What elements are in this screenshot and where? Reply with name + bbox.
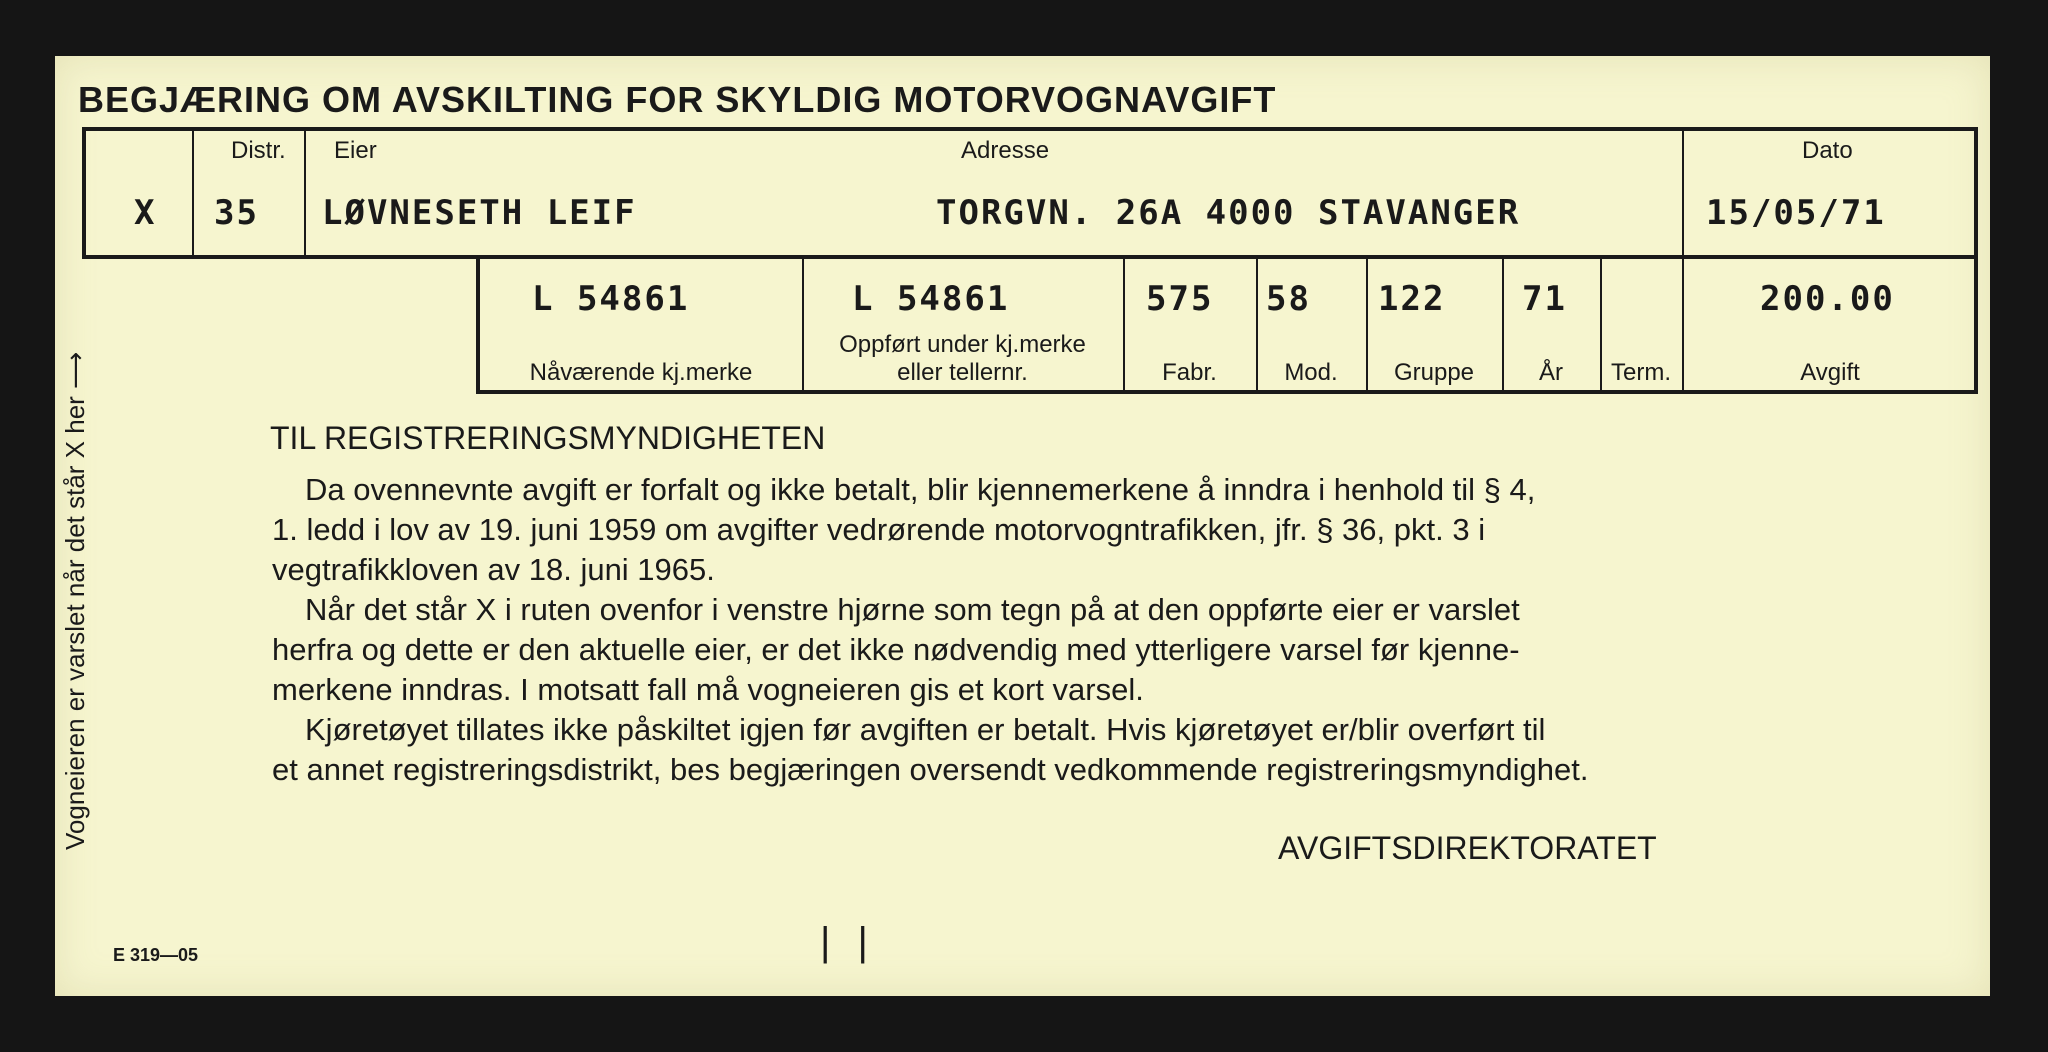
avgift-label: Avgift	[1800, 359, 1860, 386]
distr-header: Distr.	[231, 137, 286, 164]
mod-label: Mod.	[1284, 359, 1338, 386]
aar-label: År	[1539, 359, 1563, 386]
gruppe-value: 122	[1378, 279, 1446, 319]
kjmerke-value: L 54861	[532, 279, 690, 319]
vehicle-table	[476, 259, 1978, 394]
side-note: Vogneieren er varslet når det står X her ⟶	[60, 351, 90, 850]
owner-table	[82, 127, 1978, 259]
adresse-value: TORGVN. 26A 4000 STAVANGER	[936, 193, 1521, 233]
form-title: BEGJÆRING OM AVSKILTING FOR SKYLDIG MOTORVOGNAVGIFT	[78, 79, 1277, 120]
perforation-marks: | |	[820, 920, 876, 964]
letter-heading: TIL REGISTRERINGSMYNDIGHETEN	[270, 420, 826, 456]
letter-line: et annet registreringsdistrikt, bes begjæringen oversendt vedkommende registreringsmyndighet.	[272, 752, 1589, 787]
letter-line: herfra og dette er den aktuelle eier, er det ikke nødvendig med ytterligere varsel før kjenne-	[272, 632, 1520, 667]
fabr-label: Fabr.	[1162, 359, 1217, 386]
varslet-mark: X	[134, 193, 157, 233]
signature: AVGIFTSDIREKTORATET	[1278, 830, 1657, 866]
eier-header: Eier	[334, 137, 377, 164]
dato-header: Dato	[1802, 137, 1853, 164]
avgift-value: 200.00	[1760, 279, 1895, 319]
oppfort-label-1: Oppført under kj.merke	[839, 331, 1086, 358]
letter-line: Kjøretøyet tillates ikke påskiltet igjen før avgiften er betalt. Hvis kjøretøyet er/blir overført til	[305, 712, 1546, 747]
fabr-value: 575	[1146, 279, 1214, 319]
divider	[1682, 131, 1684, 255]
letter-line: merkene inndras. I motsatt fall må vogneieren gis et kort varsel.	[272, 672, 1144, 707]
gruppe-label: Gruppe	[1393, 359, 1475, 386]
distr-value: 35	[214, 193, 259, 233]
adresse-header: Adresse	[961, 137, 1050, 164]
aar-value: 71	[1522, 279, 1567, 319]
kjmerke-label: Nåværende kj.merke	[529, 359, 753, 386]
oppfort-label-2: eller tellernr.	[897, 359, 1028, 386]
letter-line: vegtrafikkloven av 18. juni 1965.	[272, 552, 715, 587]
mod-value: 58	[1266, 279, 1311, 319]
dato-value: 15/05/71	[1706, 193, 1886, 233]
letter-line: Da ovennevnte avgift er forfalt og ikke betalt, blir kjennemerkene å inndra i henhold til § 4,	[305, 472, 1536, 507]
term-label: Term.	[1611, 359, 1671, 386]
form-code: E 319—05	[113, 945, 199, 965]
letter-line: Når det står X i ruten ovenfor i venstre hjørne som tegn på at den oppførte eier er varslet	[305, 592, 1520, 627]
oppfort-value: L 54861	[852, 279, 1010, 319]
divider	[304, 131, 306, 255]
letter-line: 1. ledd i lov av 19. juni 1959 om avgifter vedrørende motorvogntrafikken, jfr. § 36, pkt. 3 i	[272, 512, 1486, 547]
divider	[192, 131, 194, 255]
eier-value: LØVNESETH LEIF	[322, 193, 637, 233]
